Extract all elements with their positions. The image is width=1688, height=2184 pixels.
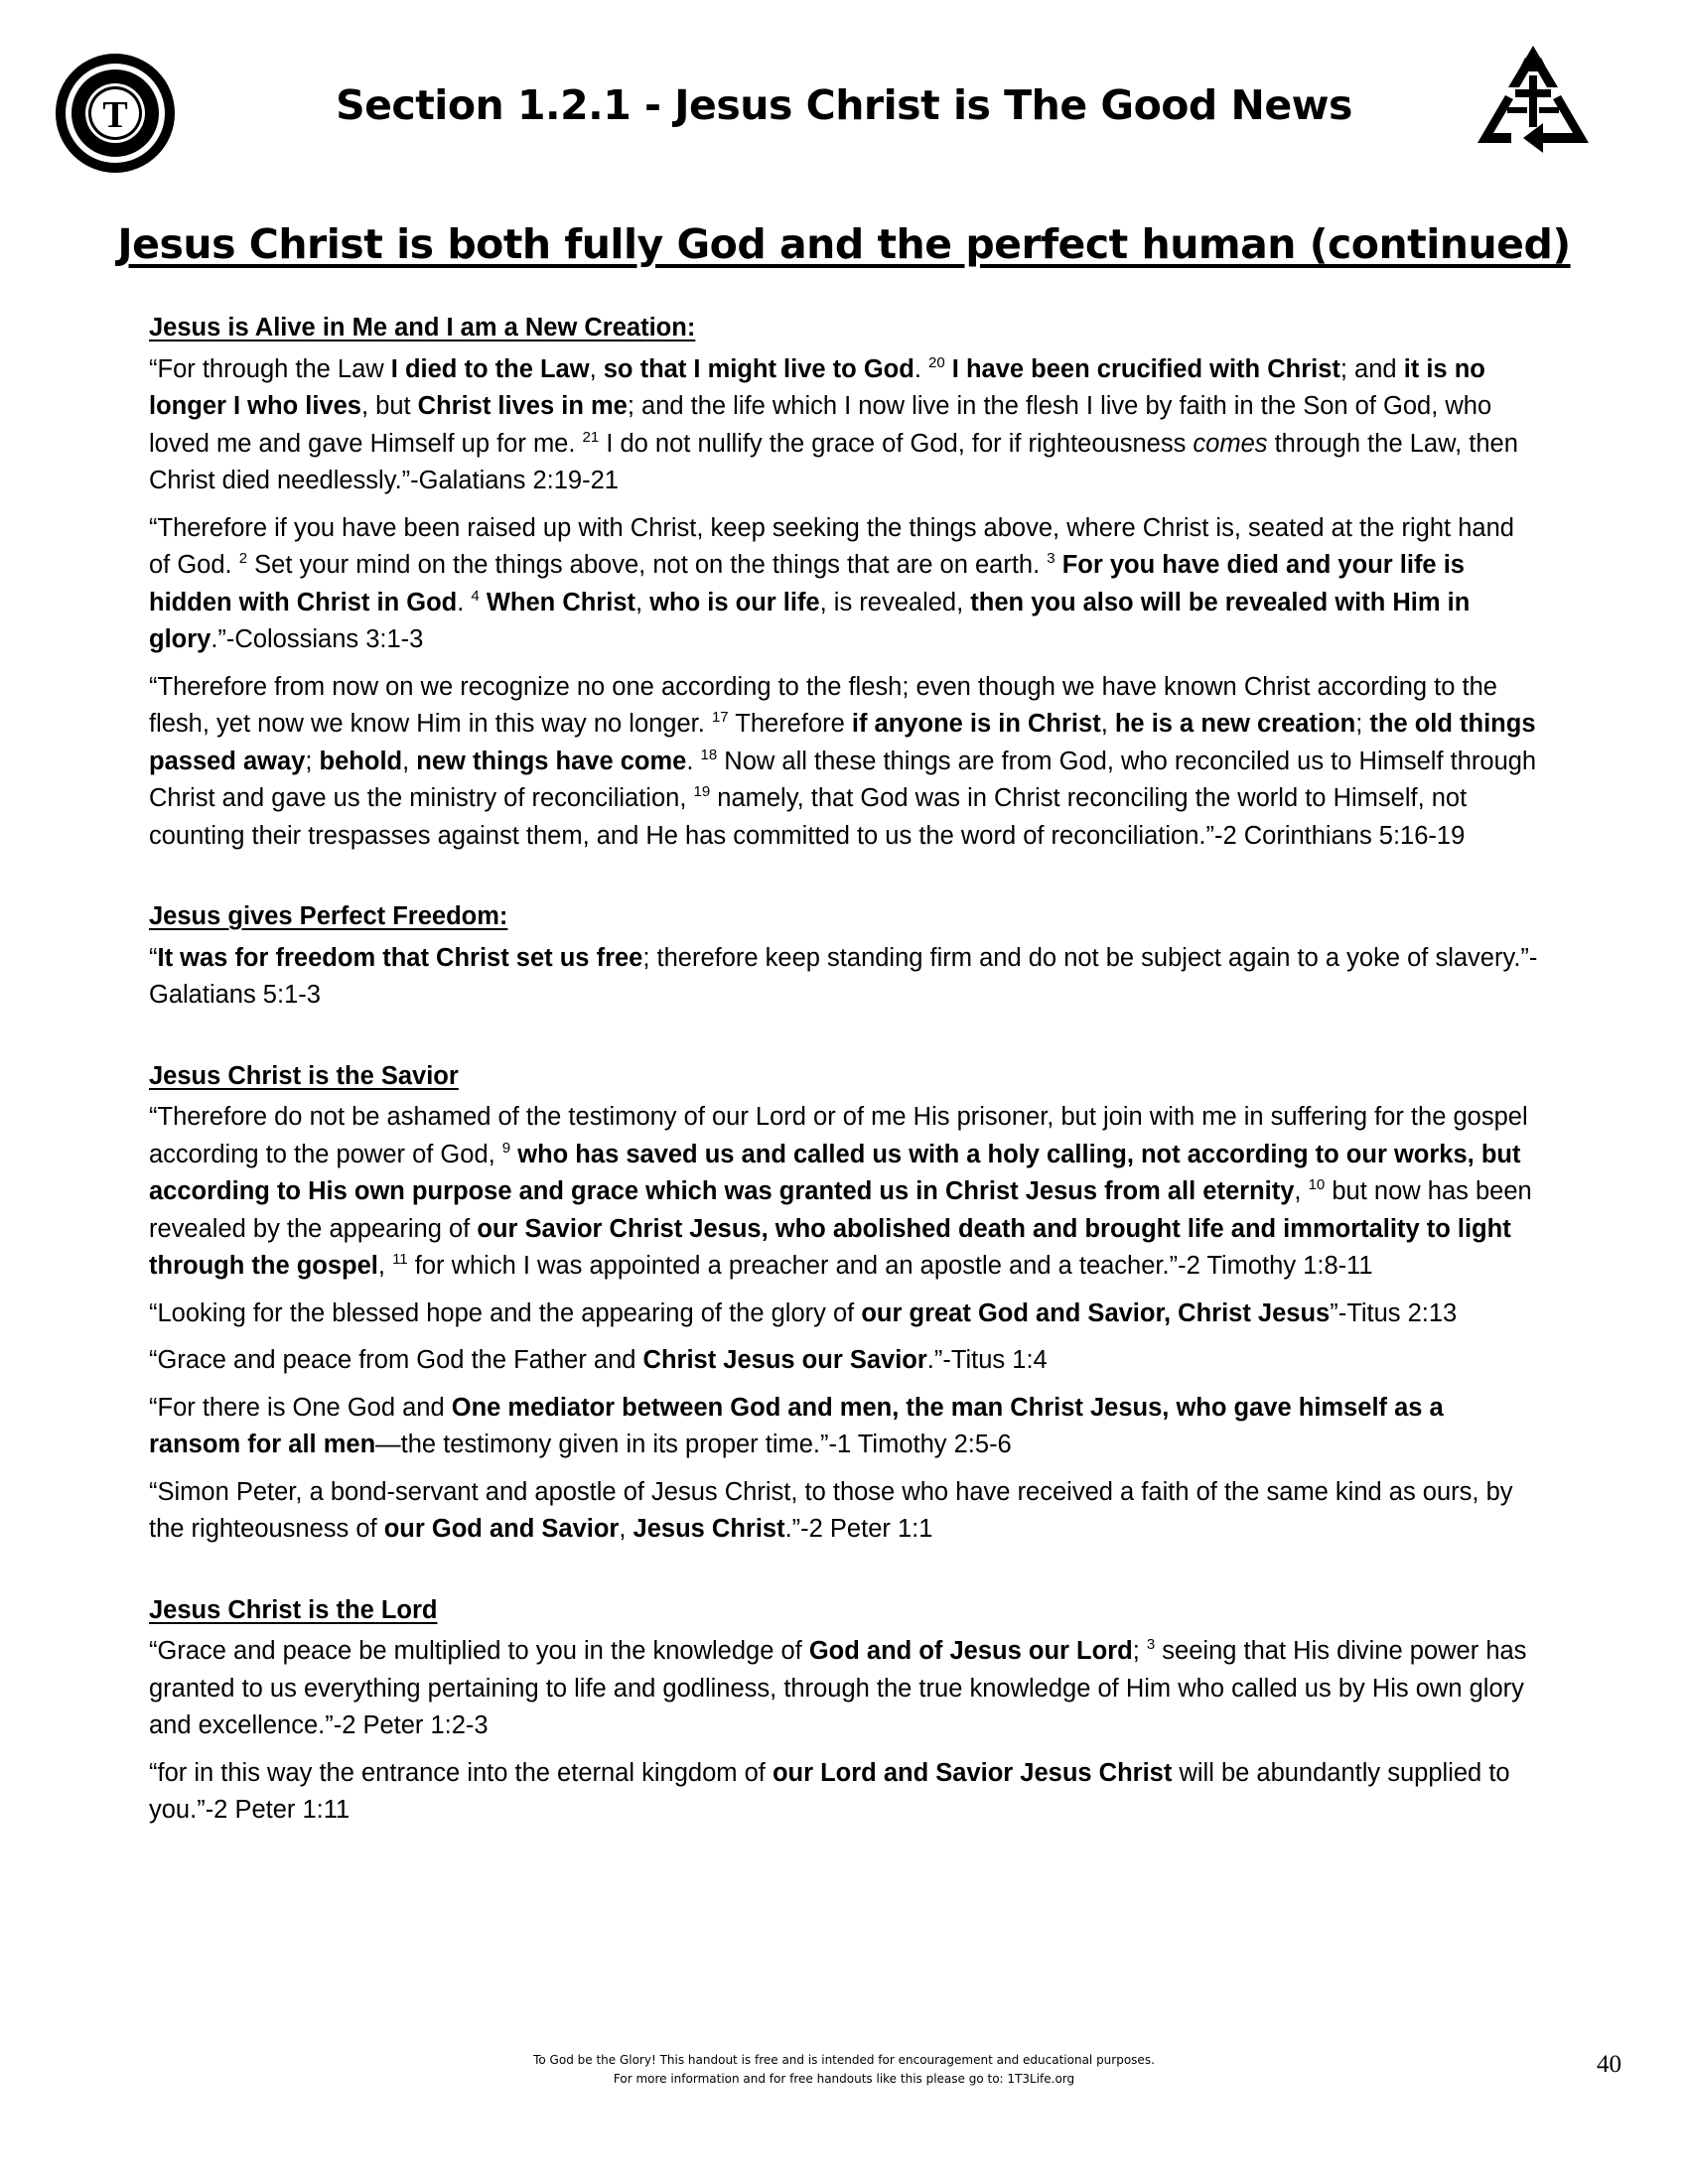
verse-number: 11 xyxy=(392,1251,408,1268)
scripture-paragraph xyxy=(149,1633,1539,1745)
verse-text: , xyxy=(619,1515,633,1543)
verse-text: , xyxy=(589,354,604,383)
section-spacer xyxy=(149,1024,1539,1058)
scripture-paragraph xyxy=(149,1342,1539,1380)
verse-text: seeing that His divine power has granted to us everything pertaining to life and godliness, through the true knowledge of Him who called us by His own glory and excellence.”-2 Peter 1:2-3 xyxy=(149,1637,1527,1739)
verse-text: “Grace and peace be multiplied to you in the knowledge of xyxy=(149,1637,809,1665)
emphasized-text: I died to the Law xyxy=(390,354,590,383)
section-heading: Jesus Christ is the Lord xyxy=(149,1595,438,1624)
emphasized-text: our God and Savior xyxy=(383,1515,620,1543)
verse-text: ; xyxy=(1355,710,1370,738)
emphasized-text: One mediator between God and men, the man Christ Jesus, who gave himself as a ransom for all men xyxy=(149,1393,1444,1458)
verse-number: 3 xyxy=(1047,550,1055,567)
section-spacer xyxy=(149,1559,1539,1592)
verse-text: through the Law, then Christ died needlessly.”-Galatians 2:19-21 xyxy=(149,429,1518,494)
verse-text xyxy=(945,355,952,383)
verse-number: 3 xyxy=(1146,1636,1156,1653)
section-heading: Jesus gives Perfect Freedom: xyxy=(149,902,508,930)
scripture-paragraph xyxy=(149,1390,1539,1464)
verse-text: “Therefore if you have been raised up with Christ, keep seeking the things above, where Christ is, seated at the right hand of God. xyxy=(149,513,1514,579)
verse-text: “Therefore do not be ashamed of the testimony of our Lord or of me His prisoner, but join with me in suffering for the gospel according to the power of God, xyxy=(149,1103,1528,1168)
scripture-paragraph xyxy=(149,1099,1539,1286)
scripture-paragraph xyxy=(149,510,1539,659)
verse-text: ”-Titus 2:13 xyxy=(1330,1298,1458,1327)
verse-text: “for in this way the entrance into the eternal kingdom of xyxy=(149,1758,773,1787)
emphasized-text: I have been crucified with Christ xyxy=(951,354,1340,383)
emphasized-text: it is no longer I who lives xyxy=(149,354,1485,420)
page-number: 40 xyxy=(1597,2051,1621,2078)
verse-text: ; and the life which I now live in the flesh I live by faith in the Son of God, who loved me and gave Himself up for me. xyxy=(149,392,1492,458)
verse-text: ; xyxy=(1132,1637,1147,1665)
emphasized-text: God and of Jesus our Lord xyxy=(808,1637,1133,1665)
verse-number: 10 xyxy=(1308,1176,1326,1193)
verse-text: ; xyxy=(305,747,320,775)
emphasized-text: For you have died and your life is hidden with Christ in God xyxy=(149,551,1465,616)
recycle-cross-crown-icon xyxy=(1464,36,1603,171)
emphasized-text: the old things passed away xyxy=(149,710,1536,775)
verse-number: 18 xyxy=(700,746,718,763)
verse-number: 21 xyxy=(582,428,600,446)
emphasized-text: behold xyxy=(319,747,403,775)
emphasized-text: Jesus Christ xyxy=(633,1515,785,1543)
verse-text: “ xyxy=(149,943,158,972)
verse-text: “Grace and peace from God the Father and xyxy=(149,1346,643,1374)
verse-text: , xyxy=(1100,710,1115,738)
emphasized-text: our Savior Christ Jesus, who abolished death and brought life and immortality to light through the gospel xyxy=(149,1214,1511,1280)
emphasized-text: so that I might live to God xyxy=(603,354,914,383)
emphasized-text: then you also will be revealed with Him in glory xyxy=(149,588,1471,653)
verse-text: , but xyxy=(360,392,418,420)
verse-text: , is revealed, xyxy=(819,588,971,616)
footer-line-1: To God be the Glory! This handout is free and is intended for encouragement and educational purposes. xyxy=(533,2053,1155,2067)
verse-text: “Looking for the blessed hope and the appearing of the glory of xyxy=(149,1298,862,1327)
emphasized-text: new things have come xyxy=(416,747,687,775)
verse-text: .”-Colossians 3:1-3 xyxy=(211,625,424,653)
verse-text: but now has been revealed by the appearing of xyxy=(149,1177,1532,1243)
scripture-paragraph xyxy=(149,1474,1539,1549)
verse-text xyxy=(1055,551,1062,579)
verse-text: . xyxy=(686,747,701,775)
verse-text: Now all these things are from God, who reconciled us to Himself through Christ and gave us the ministry of reconciliation, xyxy=(149,747,1537,812)
emphasized-text: our great God and Savior, Christ Jesus xyxy=(861,1298,1331,1327)
verse-number: 4 xyxy=(471,587,480,605)
verse-text: , xyxy=(1294,1177,1309,1205)
footer-line-2: For more information and for free handouts like this please go to: 1T3Life.org xyxy=(613,2072,1075,2086)
verse-text: ; therefore keep standing firm and do not be subject again to a yoke of slavery.”-Galatians 5:1-3 xyxy=(149,943,1538,1009)
verse-text: namely, that God was in Christ reconciling the world to Himself, not counting their trespasses against them, and He has committed to us the word of reconciliation.”-2 Corinthians 5:16-19 xyxy=(149,784,1468,850)
verse-number: 20 xyxy=(928,353,945,371)
section-heading: Jesus Christ is the Savior xyxy=(149,1061,459,1090)
scripture-paragraph xyxy=(149,1296,1539,1333)
italic-text: comes xyxy=(1193,429,1268,458)
scripture-paragraph xyxy=(149,351,1539,500)
verse-text: I do not nullify the grace of God, for if righteousness xyxy=(599,429,1194,458)
main-title: Jesus Christ is both fully God and the perfect human (continued) xyxy=(117,220,1571,268)
emphasized-text: It was for freedom that Christ set us free xyxy=(157,943,643,972)
verse-text: “For there is One God and xyxy=(149,1393,452,1422)
section-spacer xyxy=(149,865,1539,898)
logo-letter: T xyxy=(102,94,128,136)
emphasized-text: Christ lives in me xyxy=(417,392,628,420)
verse-number: 9 xyxy=(501,1139,511,1157)
verse-text: . xyxy=(457,588,472,616)
verse-number: 19 xyxy=(693,783,711,800)
verse-text: . xyxy=(914,354,928,383)
verse-number: 17 xyxy=(711,709,729,726)
verse-text: , xyxy=(635,588,650,616)
verse-text: , xyxy=(402,747,417,775)
footer xyxy=(298,2051,1390,2089)
emphasized-text: if anyone is in Christ xyxy=(851,710,1101,738)
section-heading: Jesus is Alive in Me and I am a New Creation: xyxy=(149,314,696,341)
emphasized-text: who is our life xyxy=(649,588,820,616)
verse-text: , xyxy=(377,1252,393,1280)
verse-text: “Therefore from now on we recognize no one according to the flesh; even though we have known Christ according to the flesh, yet now we know Him in this way no longer. xyxy=(149,672,1497,738)
verse-text: .”-2 Peter 1:1 xyxy=(784,1515,933,1543)
verse-text: for which I was appointed a preacher and an apostle and a teacher.”-2 Timothy 1:8-11 xyxy=(407,1252,1373,1280)
verse-text: “For through the Law xyxy=(149,354,391,383)
verse-number: 2 xyxy=(238,550,248,567)
scripture-content xyxy=(149,310,1539,1840)
verse-text: Therefore xyxy=(728,710,852,738)
verse-text: “Simon Peter, a bond-servant and apostle of Jesus Christ, to those who have received a faith of the same kind as ours, by the righteousness of xyxy=(149,1477,1513,1543)
scripture-paragraph xyxy=(149,1755,1539,1830)
emphasized-text: When Christ xyxy=(486,588,636,616)
1t3life-seal-logo-icon xyxy=(54,52,177,175)
scripture-paragraph xyxy=(149,940,1539,1015)
emphasized-text: our Lord and Savior Jesus Christ xyxy=(772,1758,1173,1787)
verse-text: Set your mind on the things above, not on the things that are on earth. xyxy=(247,551,1048,579)
verse-text xyxy=(480,589,487,616)
scripture-paragraph xyxy=(149,669,1539,856)
verse-text: will be abundantly supplied to you.”-2 Peter 1:11 xyxy=(149,1758,1510,1824)
verse-text: ; and xyxy=(1339,354,1404,383)
emphasized-text: he is a new creation xyxy=(1114,710,1356,738)
verse-text: .”-Titus 1:4 xyxy=(926,1346,1048,1374)
emphasized-text: Christ Jesus our Savior xyxy=(642,1346,927,1374)
section-title: Section 1.2.1 - Jesus Christ is The Good News xyxy=(336,81,1352,129)
emphasized-text: who has saved us and called us with a holy calling, not according to our works, but according to His own purpose and grace which was granted us in Christ Jesus from all eternity xyxy=(149,1140,1521,1205)
verse-text: —the testimony given in its proper time.”-1 Timothy 2:5-6 xyxy=(375,1431,1012,1458)
